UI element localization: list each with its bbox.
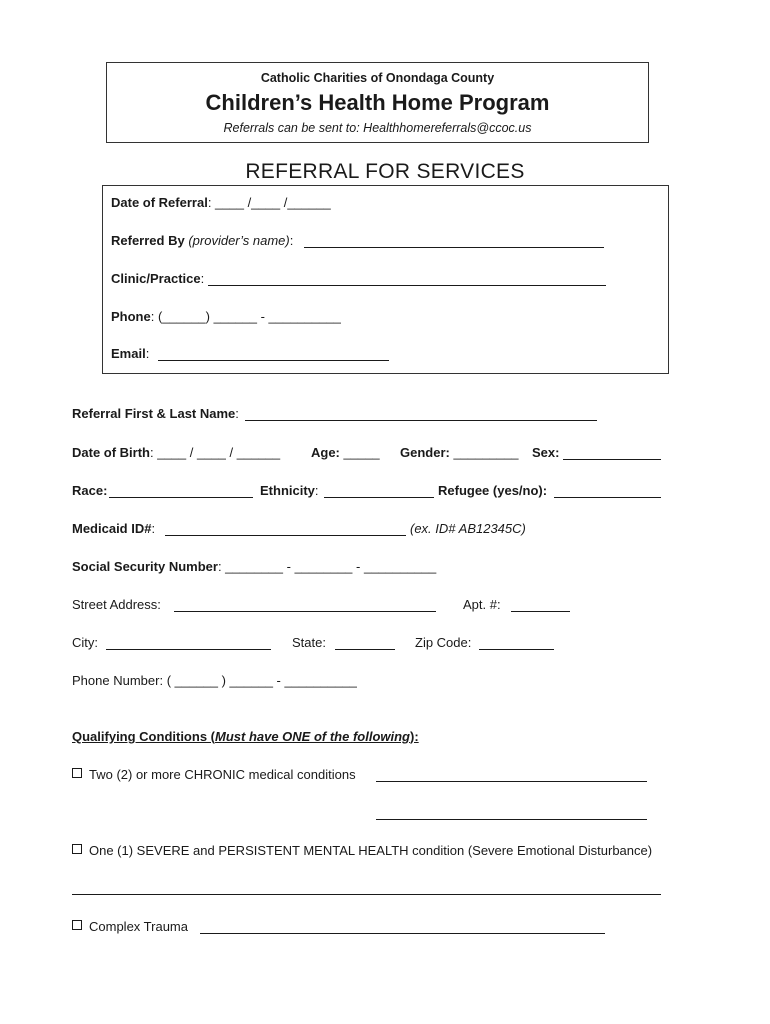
street-address-field[interactable] <box>174 611 436 612</box>
condition-complex-trauma <box>72 919 188 934</box>
patient-phone-label: Phone Number: <box>72 673 164 688</box>
mental-health-label: One (1) SEVERE and PERSISTENT MENTAL HEALTH condition (Severe Emotional Disturbance) <box>89 843 653 858</box>
complex-trauma-checkbox[interactable] <box>72 920 82 930</box>
apt-field[interactable] <box>511 611 570 612</box>
referrer-email-colon: : <box>145 346 150 361</box>
complex-trauma-field-line[interactable] <box>200 933 605 934</box>
form-title: REFERRAL FOR SERVICES <box>245 160 525 183</box>
ssn-label: Social Security Number <box>72 559 218 574</box>
referral-date-field[interactable]: : ____ /____ /______ <box>207 195 331 210</box>
ethnicity-row <box>260 483 319 498</box>
referrer-phone-label: Phone <box>111 309 151 324</box>
street-address-label: Street Address: <box>72 597 161 612</box>
qualifying-conditions-heading <box>72 729 419 744</box>
medicaid-example: (ex. ID# AB12345C) <box>410 521 526 536</box>
program-header <box>106 62 649 143</box>
referrer-email-label: Email <box>111 346 146 361</box>
state-field[interactable] <box>335 649 395 650</box>
state-label: State: <box>292 635 326 650</box>
referred-by-colon: : <box>289 233 294 248</box>
apt-label: Apt. #: <box>463 597 501 612</box>
refugee-label: Refugee (yes/no): <box>438 483 548 498</box>
dob-row <box>72 445 280 460</box>
race-field[interactable] <box>109 497 253 498</box>
medicaid-row <box>72 521 155 536</box>
chronic-field-line-2[interactable] <box>376 819 647 820</box>
gender-row <box>400 445 519 460</box>
ssn-field[interactable]: : ________ - ________ - __________ <box>217 559 437 574</box>
mental-health-field-line[interactable] <box>72 894 661 895</box>
zip-label: Zip Code: <box>415 635 472 650</box>
heading-end: ): <box>410 729 419 744</box>
condition-mental-health <box>72 843 652 858</box>
ethnicity-colon: : <box>314 483 319 498</box>
sex-label: Sex: <box>532 445 560 460</box>
age-field[interactable]: _____ <box>343 445 380 460</box>
heading-start: Qualifying Conditions ( <box>72 729 215 744</box>
referred-by-field[interactable] <box>304 247 604 248</box>
chronic-field-line-1[interactable] <box>376 781 647 782</box>
patient-name-row <box>72 406 239 421</box>
patient-name-colon: : <box>235 406 239 421</box>
patient-phone-field[interactable]: ( ______ ) ______ - __________ <box>166 673 357 688</box>
sex-field[interactable] <box>563 459 661 460</box>
clinic-label: Clinic/Practice <box>111 271 201 286</box>
age-label: Age: <box>311 445 340 460</box>
program-title: Children’s Health Home Program <box>205 90 550 115</box>
dob-field[interactable]: : ____ / ____ / ______ <box>150 445 281 460</box>
referred-by-label: Referred By <box>111 233 185 248</box>
organization-name: Catholic Charities of Onondaga County <box>260 71 495 85</box>
referrer-phone-field[interactable]: : (______) ______ - __________ <box>150 309 341 324</box>
chronic-label: Two (2) or more CHRONIC medical conditions <box>89 767 356 782</box>
patient-name-label: Referral First & Last Name <box>72 406 236 421</box>
city-label: City: <box>72 635 98 650</box>
clinic-colon: : <box>200 271 205 286</box>
clinic-field[interactable] <box>208 285 606 286</box>
medicaid-field[interactable] <box>165 535 406 536</box>
patient-name-field[interactable] <box>245 420 597 421</box>
clinic-row <box>111 271 204 286</box>
medicaid-label: Medicaid ID# <box>72 521 152 536</box>
referred-by-row <box>111 233 293 248</box>
heading-italic: Must have ONE of the following <box>215 729 410 744</box>
complex-trauma-label: Complex Trauma <box>89 919 188 934</box>
zip-field[interactable] <box>479 649 554 650</box>
referral-email-note: Referrals can be sent to: Healthhomereferrals@ccoc.us <box>223 121 532 135</box>
ssn-row <box>72 559 436 574</box>
age-row <box>311 445 380 460</box>
referrer-email-row <box>111 346 149 361</box>
referral-date-row <box>111 195 331 210</box>
medicaid-colon: : <box>151 521 156 536</box>
referral-date-label: Date of Referral <box>111 195 208 210</box>
ethnicity-field[interactable] <box>324 497 434 498</box>
city-field[interactable] <box>106 649 271 650</box>
chronic-checkbox[interactable] <box>72 768 82 778</box>
referrer-phone-row <box>111 309 341 324</box>
referrer-email-field[interactable] <box>158 360 389 361</box>
condition-chronic <box>72 767 356 782</box>
refugee-field[interactable] <box>554 497 661 498</box>
gender-label: Gender: <box>400 445 450 460</box>
patient-phone-row <box>72 673 357 688</box>
gender-field[interactable]: _________ <box>453 445 519 460</box>
race-label: Race: <box>72 483 108 498</box>
referred-by-hint: (provider’s name) <box>188 233 290 248</box>
ethnicity-label: Ethnicity <box>260 483 315 498</box>
dob-label: Date of Birth <box>72 445 150 460</box>
mental-health-checkbox[interactable] <box>72 844 82 854</box>
